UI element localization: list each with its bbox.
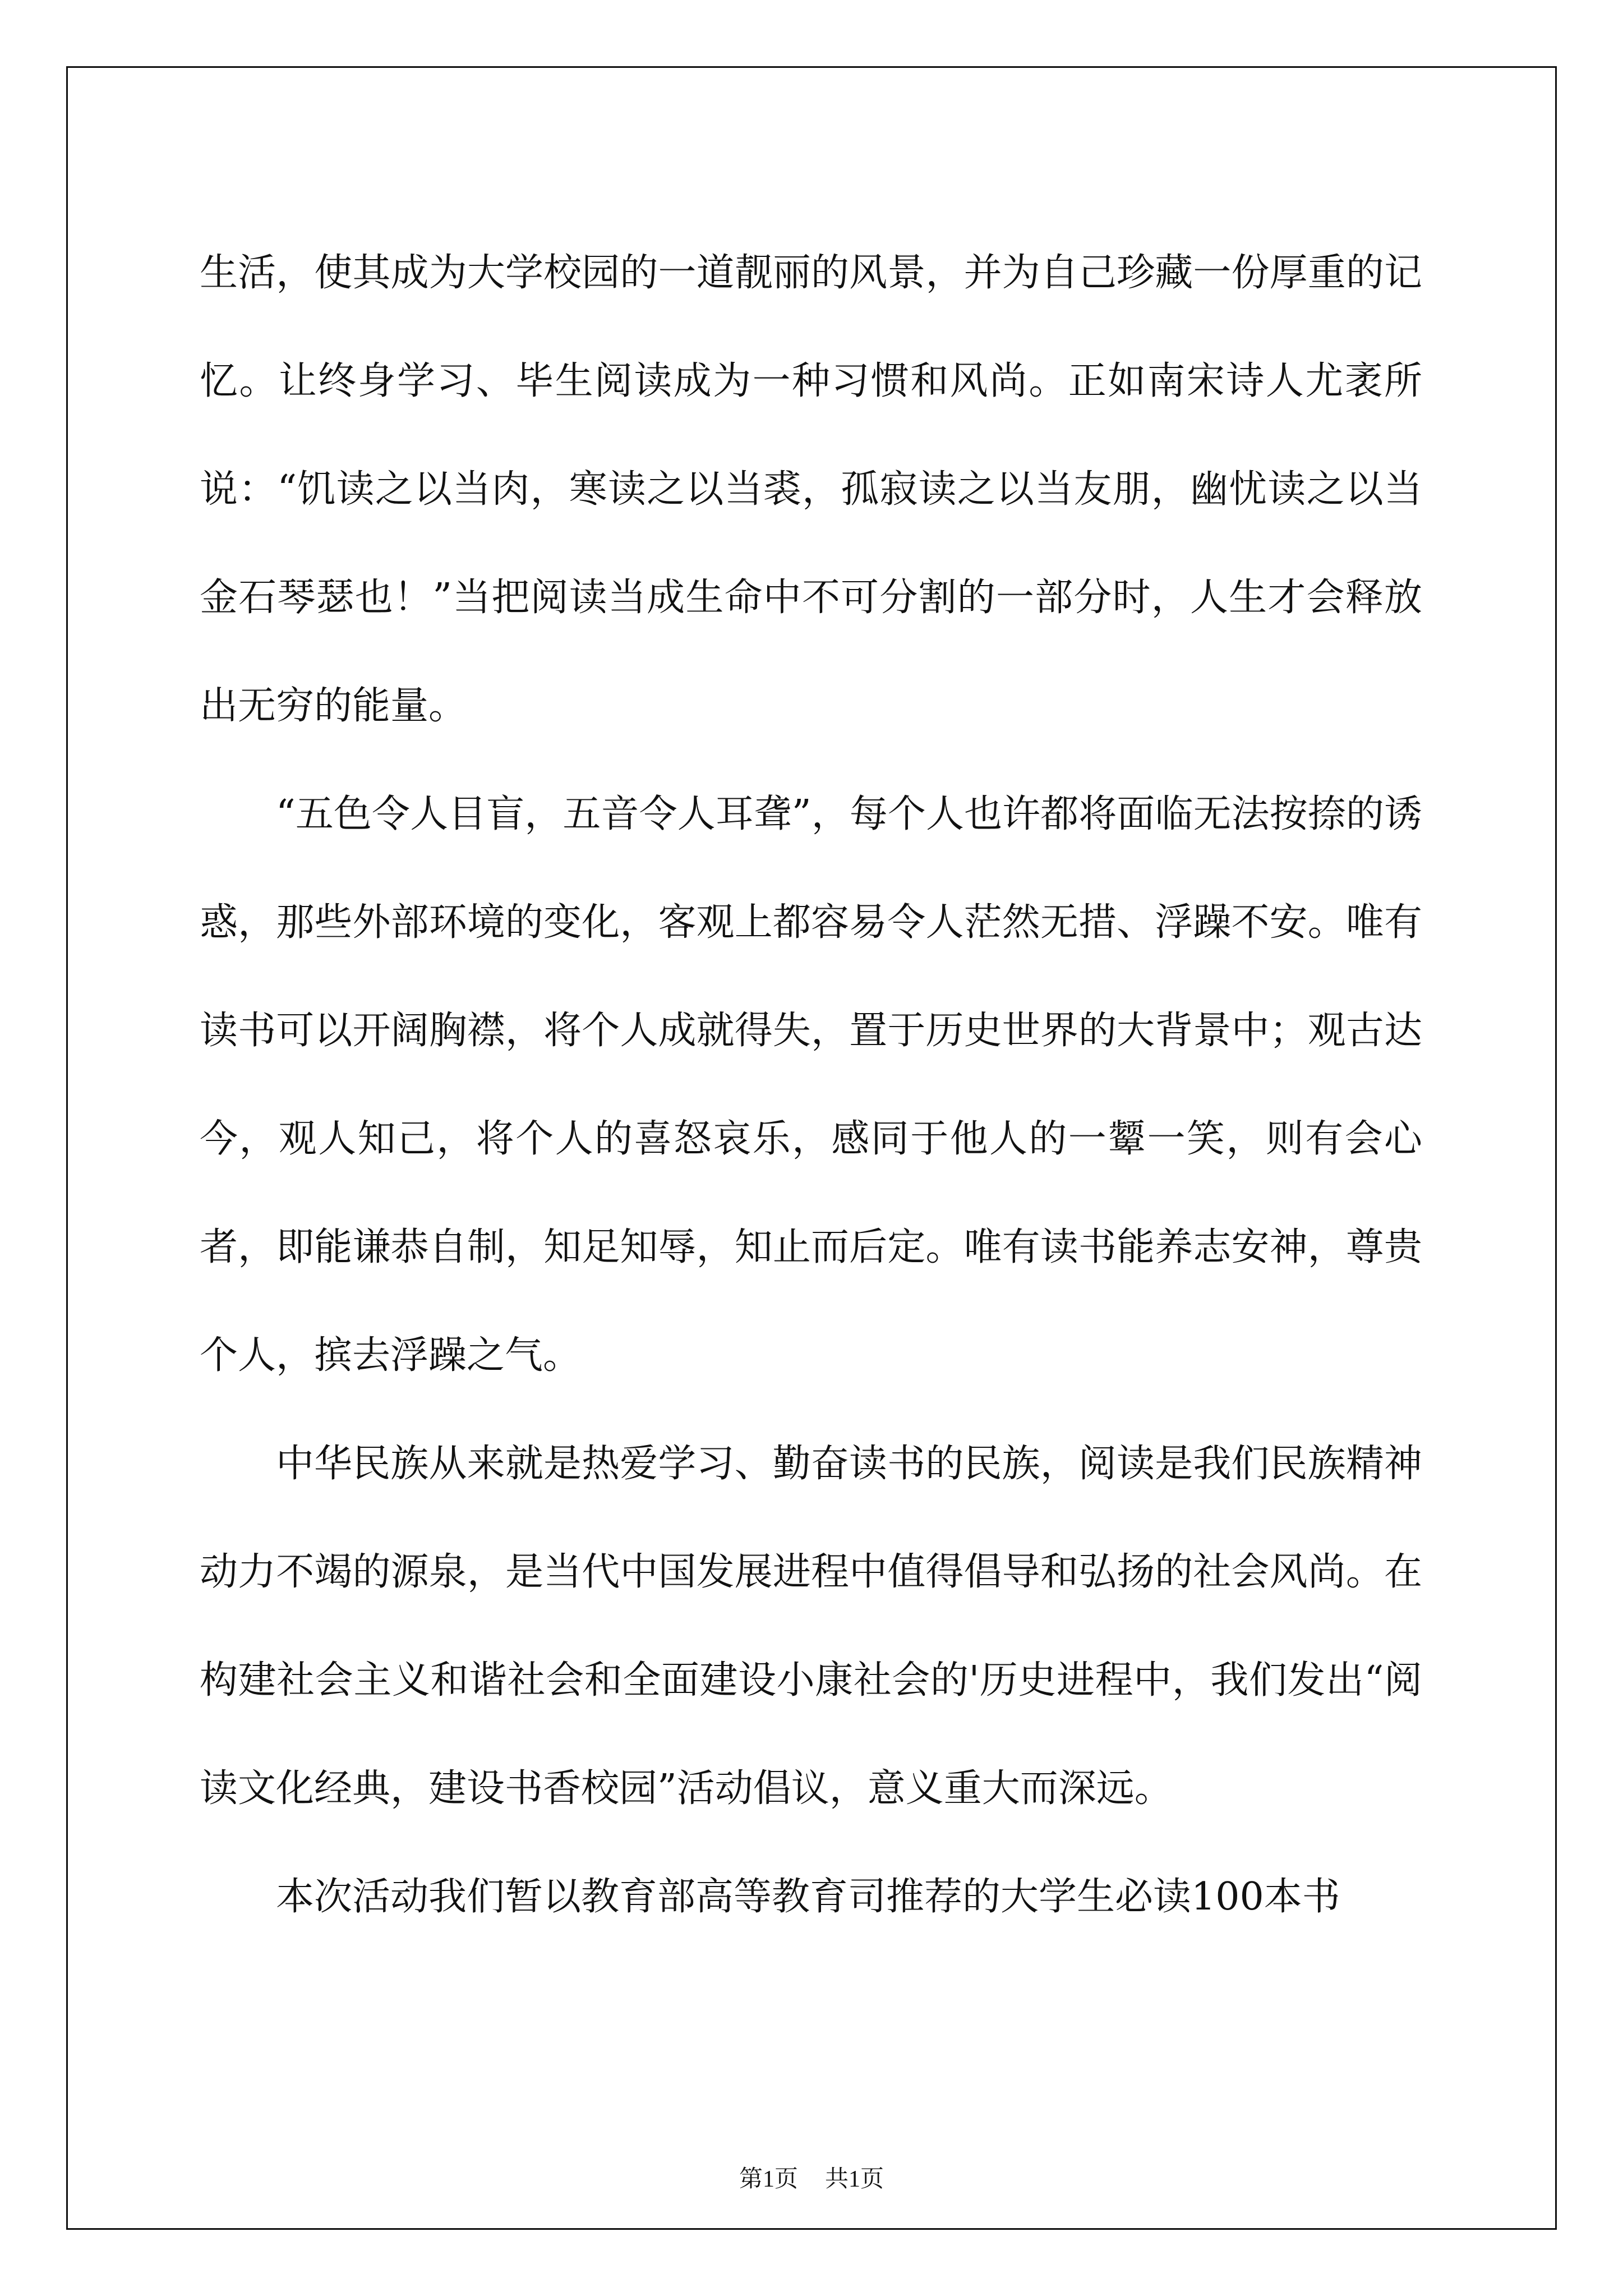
paragraph-2: “五色令人目盲，五音令人耳聋”，每个人也许都将面临无法按捺的诱惑，那些外部环境的变化，客观上都容易令人茫然无措、浮躁不安。唯有读书可以开阔胸襟，将个人成就得失，置于历史世界的大背景中；观古达今，观人知己，将个人的喜怒哀乐，感同于他人的一颦一笑，则有会心者，即能谦恭自制，知足知辱，知止而后定。唯有读书能养志安神，尊贵个人，摈去浮躁之气。 [200, 792, 1422, 1378]
page-footer [0, 2162, 1623, 2196]
paragraph-4: 本次活动我们暂以教育部高等教育司推荐的大学生必读100本书 [276, 1875, 1340, 1919]
paragraph-3: 中华民族从来就是热爱学习、勤奋读书的民族，阅读是我们民族精神动力不竭的源泉，是当代中国发展进程中值得倡导和弘扬的社会风尚。在构建社会主义和谐社会和全面建设小康社会的'历史进程中，我们发出“阅读文化经典，建设书香校园”活动倡议，意义重大而深远。 [200, 1442, 1422, 1811]
paragraph-1: 生活，使其成为大学校园的一道靓丽的风景，并为自己珍藏一份厚重的记忆。让终身学习、毕生阅读成为一种习惯和风尚。正如南宋诗人尤袤所说：“饥读之以当肉，寒读之以当裘，孤寂读之以当友朋，幽忧读之以当金石琴瑟也！”当把阅读当成生命中不可分割的一部分时，人生才会释放出无穷的能量。 [200, 251, 1422, 728]
page-total: 共1页 [825, 2166, 884, 2192]
page-number: 第1页 [739, 2166, 798, 2192]
document-body [200, 219, 1422, 1951]
